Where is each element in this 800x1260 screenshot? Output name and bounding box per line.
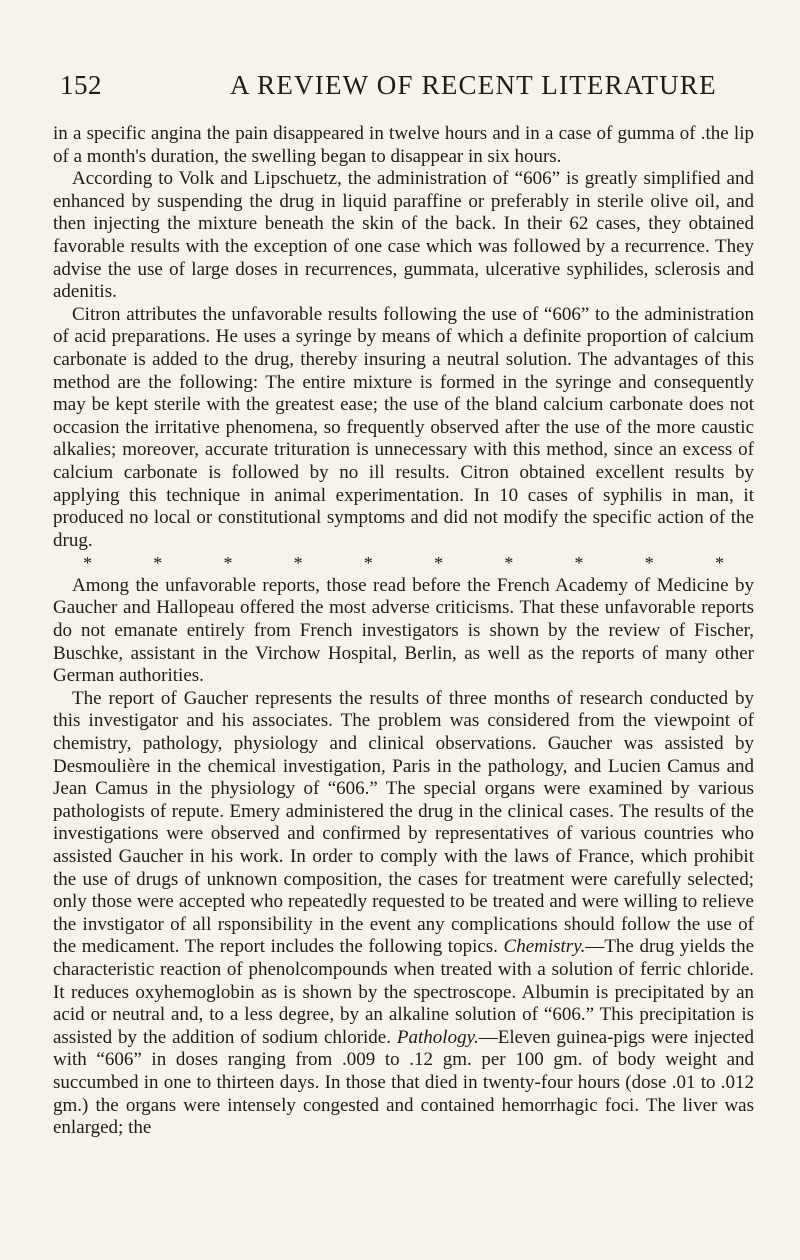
separator-star: * — [293, 553, 303, 574]
separator-star: * — [223, 553, 233, 574]
separator-star: * — [574, 553, 584, 574]
running-title: A REVIEW OF RECENT LITERATURE — [230, 70, 717, 100]
page-number: 152 — [60, 70, 102, 100]
paragraph-2: According to Volk and Lipschuetz, the administration of “606” is greatly simplified and enhanced by suspending the drug in liquid paraffine or preferably in sterile olive oil, and then injecting the mixture beneath the skin of the back. In their 62 cases, they obtained favorable results with the exception of one case which was followed by a recurrence. They advise the use of large doses in recurrences, gummata, ulcerative syphilides, sclerosis and adenitis. — [53, 168, 754, 303]
paragraph-5-text-c: —Eleven guinea-pigs were injected with “606” in doses ranging from .009 to .12 gm. per 100 gm. of body weight and succumbed in one to thirteen days. In those that died in twenty-four hours (dose .01 to .012 gm.) the organs were intensely congested and contained hemorrhagic foci. The liver was enlarged; the — [53, 1026, 754, 1139]
chemistry-heading: Chemistry. — [503, 936, 586, 958]
paragraph-5 — [53, 688, 754, 1140]
section-separator — [53, 552, 754, 575]
paragraph-5-text-b: —The drug yields the characteristic reaction of phenolcompounds when treated with a solution of ferric chloride. It reduces oxyhemoglobin as is shown by the spectroscope. Albumin is precipitated by an acid or neutral and, to a less degree, by an alkaline solution of “606.” This precipitation is assisted by the addition of sodium chloride. — [53, 936, 755, 1048]
separator-star: * — [83, 553, 92, 574]
separator-star: * — [714, 553, 724, 574]
separator-star: * — [504, 553, 514, 574]
separator-star: * — [153, 553, 163, 574]
separator-star: * — [363, 553, 373, 574]
running-head — [60, 70, 740, 110]
pathology-heading: Pathology. — [396, 1026, 479, 1048]
paragraph-3: Citron attributes the unfavorable results following the use of “606” to the administration of acid preparations. He uses a syringe by means of which a definite proportion of calcium carbonate is added to the drug, thereby insuring a neutral solution. The advantages of this method are the following: The entire mixture is formed in the syringe and consequently may be kept sterile with the greatest ease; the use of the bland calcium carbonate does not occasion the irritative phenomena, so frequently observed after the use of the more caustic alkalies; moreover, accurate trituration is unnecessary with this method, since an excess of calcium carbonate is followed by no ill results. Citron obtained excellent results by applying this technique in animal experimentation. In 10 cases of syphilis in man, it produced no local or constitutional symptoms and did not modify the specific action of the drug. — [53, 303, 754, 551]
paragraph-5-text-a: The report of Gaucher represents the results of three months of research conducted by this investigator and his associates. The problem was considered from the viewpoint of chemistry, pathology, physiology and clinical observations. Gaucher was assisted by Desmoulière in the chemical investigation, Paris in the pathology, and Lucien Camus and Jean Camus in the physiology of “606.” The special organs were examined by various pathologists of repute. Emery administered the drug in the clinical cases. The results of the investigations were observed and confirmed by representatives of various countries who assisted Gaucher in his work. In order to comply with the laws of France, which prohibit the use of drugs of unknown composition, the cases for treatment were carefully selected; only those were accepted who repeatedly requested to be treated and were willing to relieve the invstigator of all rsponsibility in the event any complications should follow the use of the medicament. The report includes the following topics. — [53, 687, 754, 958]
paragraph-4: Among the unfavorable reports, those read before the French Academy of Medicine by Gaucher and Hallopeau offered the most adverse criticisms. That these unfavorable reports do not emanate entirely from French investigators is shown by the review of Fischer, Buschke, assistant in the Virchow Hospital, Berlin, as well as the reports of many other German authorities. — [53, 574, 754, 687]
paragraph-1: in a specific angina the pain disappeared in twelve hours and in a case of gumma of .the lip of a month's duration, the swelling began to disappear in six hours. — [53, 123, 754, 167]
separator-star: * — [434, 553, 444, 574]
separator-star: * — [644, 553, 654, 574]
body-text — [53, 123, 754, 1140]
